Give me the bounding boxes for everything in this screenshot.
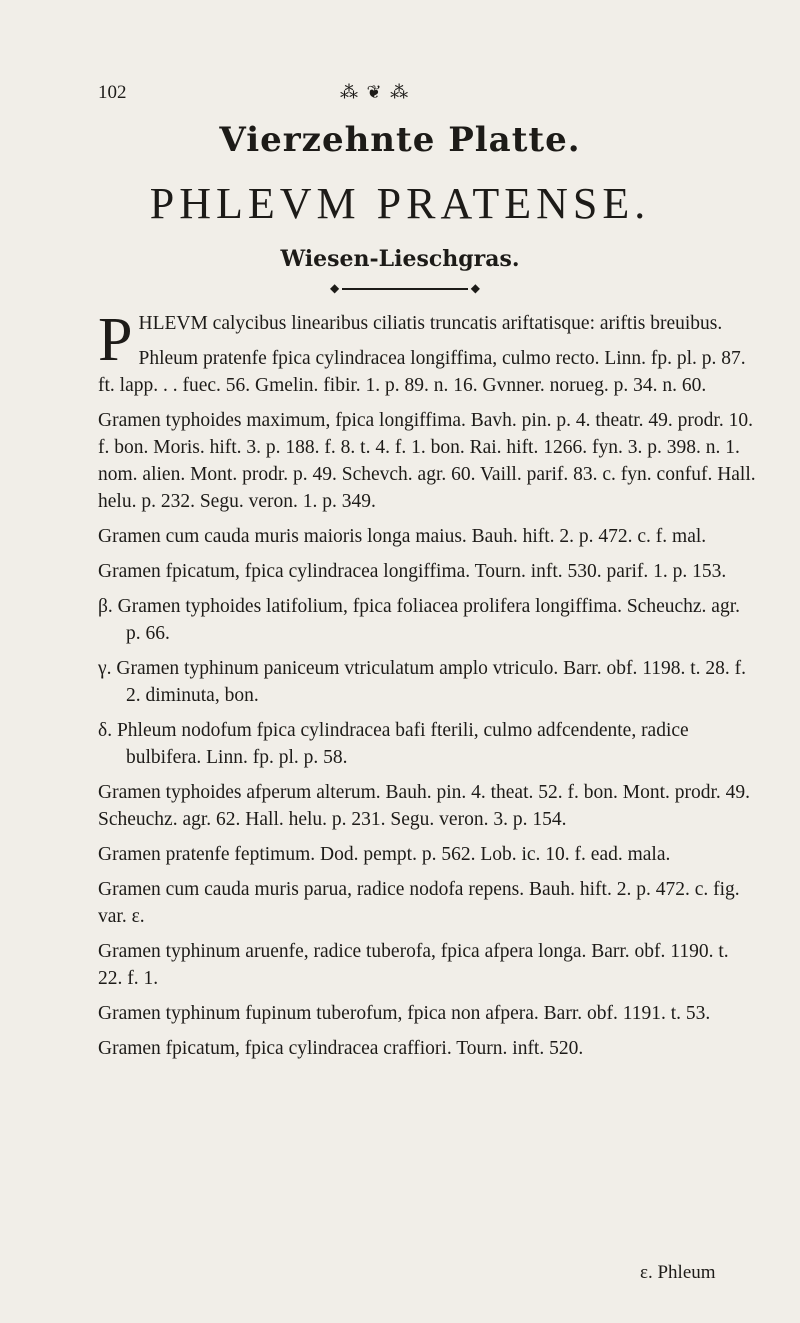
page-number: 102 [98, 82, 127, 103]
synonym-paragraph: Gramen typhinum aruenfe, radice tuberofa, fpica afpera longa. Barr. obf. 1190. t. 22. f. 1. [98, 941, 729, 989]
synonym-paragraph: Gramen typhoides maximum, fpica longiffima. Bavh. pin. p. 4. theatr. 49. prodr. 10. f. bon. Moris. hift. 3. p. 188. f. 8. t. 4. f. 1. bon. Rai. hift. 1266. fyn. 3. p. 398. n. 1. nom. alien. Mont. prodr. p. 49. Schevch. agr. 60. Vaill. parif. 83. c. fyn. confuf. Hall. helu. p. 232. Segu. veron. 1. p. 349. [98, 410, 756, 512]
synonym-paragraph: Gramen pratenfe feptimum. Dod. pempt. p. 562. Lob. ic. 10. f. ead. mala. [98, 844, 671, 865]
divider-line [342, 288, 468, 290]
synonym-paragraph: Gramen fpicatum, fpica cylindracea craffiori. Tourn. inft. 520. [98, 1038, 584, 1059]
synonym-paragraph: Gramen cum cauda muris parua, radice nodofa repens. Bauh. hift. 2. p. 472. c. fig. var. ε. [98, 879, 740, 927]
plate-title: Vierzehnte Platte. [219, 120, 581, 160]
drop-cap: P [98, 306, 133, 374]
synonym-paragraph: Gramen typhinum fupinum tuberofum, fpica non afpera. Barr. obf. 1191. t. 53. [98, 1003, 711, 1024]
variety-paragraph: γ. Gramen typhinum paniceum vtriculatum amplo vtriculo. Barr. obf. 1198. t. 28. f. 2. diminuta, bon. [98, 658, 747, 706]
description-body [98, 306, 756, 1070]
species-title: PHLEVM PRATENSE. [149, 179, 651, 228]
variety-paragraph: β. Gramen typhoides latifolium, fpica foliacea prolifera longiffima. Scheuchz. agr. p. 66. [98, 596, 741, 644]
synonym-paragraph: Gramen fpicatum, fpica cylindracea longiffima. Tourn. inft. 530. parif. 1. p. 153. [98, 561, 727, 582]
synonym-paragraph: Gramen typhoides afperum alterum. Bauh. pin. 4. theat. 52. f. bon. Mont. prodr. 49. Scheuchz. agr. 62. Hall. helu. p. 231. Segu. veron. 3. p. 154. [98, 782, 751, 830]
synonym-paragraph: Phleum pratenfe fpica cylindracea longiffima, culmo recto. Linn. fp. pl. p. 87. ft. lapp. . . fuec. 56. Gmelin. fibir. 1. p. 89. n. 16. Gvnner. norueg. p. 34. n. 60. [98, 348, 746, 396]
divider-cap-right-icon: ◆ [470, 281, 480, 295]
synonym-paragraph: Gramen cum cauda muris maioris longa maius. Bauh. hift. 2. p. 472. c. f. mal. [98, 526, 707, 547]
divider-rule [330, 281, 480, 295]
diagnosis-paragraph: PHLEVM calycibus linearibus ciliatis truncatis ariftatisque: ariftis breuibus. [98, 306, 723, 374]
divider-cap-left-icon: ◆ [330, 281, 340, 295]
catchword: ε. Phleum [640, 1262, 716, 1283]
header-ornament: ⁂ ❦ ⁂ [340, 82, 411, 102]
variety-paragraph: δ. Phleum nodofum fpica cylindracea bafi fterili, culmo adfcendente, radice bulbifera. Linn. fp. pl. p. 58. [98, 720, 689, 768]
common-name: Wiesen-Lieschgras. [280, 246, 520, 272]
